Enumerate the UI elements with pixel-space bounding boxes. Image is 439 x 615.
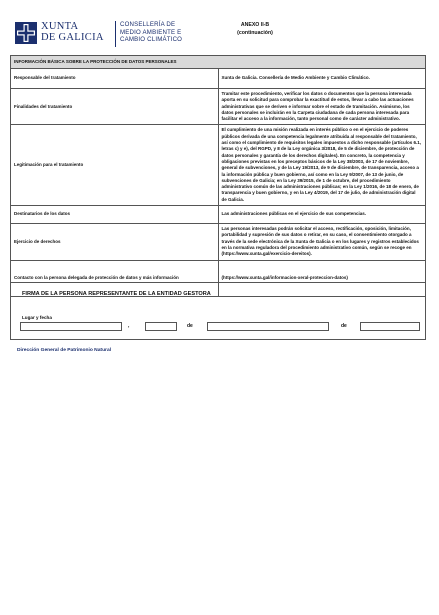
comma-separator: ,: [128, 323, 130, 329]
table-row: [11, 89, 426, 125]
logo-divider: [115, 21, 116, 47]
row-value: Las administraciones públicas en el ejercicio de sus competencias.: [218, 206, 426, 224]
xunta-logo-text: [41, 21, 104, 43]
table-row: [11, 125, 426, 206]
conselleria-line-3: CAMBIO CLIMÁTICO: [120, 36, 183, 44]
de-separator-1: de: [187, 323, 193, 329]
logo-line-2: DE GALICIA: [41, 32, 104, 43]
row-label: Finalidades del tratamiento: [11, 89, 219, 125]
footer-department: Dirección General de Patrimonio Natural: [17, 348, 112, 353]
row-value: (https://www.xunta.gal/informacion-xeral-proteccion-datos): [218, 260, 426, 296]
row-value: Tramitar este procedimiento, verificar los datos o documentos que la persona interesada aporta en su solicitud para comprobar la exactitud de estos, llevar a cabo las actuaciones administrativas que se deriven e informar sobre el estado de tramitación. Asimismo, los datos personales se incluirán en la Carpeta ciudadana de cada persona interesada para facilitar el acceso a la información, tanto personal como de carácter administrativo.: [218, 89, 426, 125]
conselleria-line-1: CONSELLERÍA DE: [120, 21, 176, 28]
row-label: Responsable del tratamiento: [11, 69, 219, 89]
row-label: Legitimación para el tratamiento: [11, 125, 219, 206]
row-value: El cumplimiento de una misión realizada en interés público o en el ejercicio de poderes públicos derivada de una competencia legalmente atribuida al responsable del tratamiento, así como el cumplimiento de requisitos legales impuestos a dicho responsable (artículos 6.1, letras c) y e), del RGPD, y 8 de la Ley orgánica 3/2018, de 5 de diciembre, de protección de datos personales y garantía de los derechos digitales). En concreto, la competencia y obligaciones previstas en los preceptos básicos de la Ley 38/2003, de 17 de noviembre, general de subvenciones, y de la Ley 19/2013, de 9 de diciembre, de transparencia, acceso a la información pública y buen gobierno, así como en la Ley 9/2007, de 13 de junio, de subvenciones de Galicia; en la Ley 39/2015, de 1 de octubre, del procedimiento administrativo común de las administraciones públicas; en la Ley 1/2016, de 18 de enero, de transparencia y buen gobierno, y en la Ley 4/2019, del 17 de julio, de administración digital de Galicia.: [218, 125, 426, 206]
signature-section: [10, 282, 426, 340]
conselleria-line-2: MEDIO AMBIENTE E: [120, 28, 182, 36]
place-input[interactable]: [20, 322, 122, 331]
anexo-label: [225, 21, 285, 37]
table-row: [11, 206, 426, 224]
year-input[interactable]: [360, 322, 420, 331]
signature-title: FIRMA DE LA PERSONA REPRESENTANTE DE LA ENTIDAD GESTORA: [22, 291, 211, 297]
conselleria-name: [120, 21, 182, 44]
day-input[interactable]: [145, 322, 177, 331]
de-separator-2: de: [341, 323, 347, 329]
anexo-title: ANEXO II-B: [240, 22, 270, 28]
table-row: [11, 69, 426, 89]
place-date-label: Lugar y fecha: [22, 315, 52, 320]
document-header: [15, 20, 425, 50]
month-input[interactable]: [207, 322, 329, 331]
data-protection-table: [10, 55, 426, 297]
row-label: Destinatarios de los datos: [11, 206, 219, 224]
section-title: INFORMACIÓN BÁSICA SOBRE LA PROTECCIÓN DE DATOS PERSONALES: [11, 56, 426, 69]
table-row: [11, 224, 426, 260]
xunta-cross-logo-icon: [15, 22, 37, 44]
row-label: Ejercicio de derechos: [11, 224, 219, 260]
row-value: Xunta de Galicia. Consellería de Medio Ambiente y Cambio Climático.: [218, 69, 426, 89]
row-label: Contacto con la persona delegada de protección de datos y más información: [11, 260, 219, 296]
logo-line-1: XUNTA: [41, 21, 79, 32]
anexo-continuation: (continuación): [237, 30, 273, 36]
row-value: Las personas interesadas podrán solicitar el acceso, rectificación, oposición, limitación, portabilidad y supresión de sus datos o retirar, en su caso, el consentimiento otorgado a través de la sede electrónica de la Xunta de Galicia o en los lugares y registros establecidos en la normativa reguladora del procedimiento administrativo común, según se recoge en (https://www.xunta.gal/exercicio-dereitos).: [218, 224, 426, 260]
